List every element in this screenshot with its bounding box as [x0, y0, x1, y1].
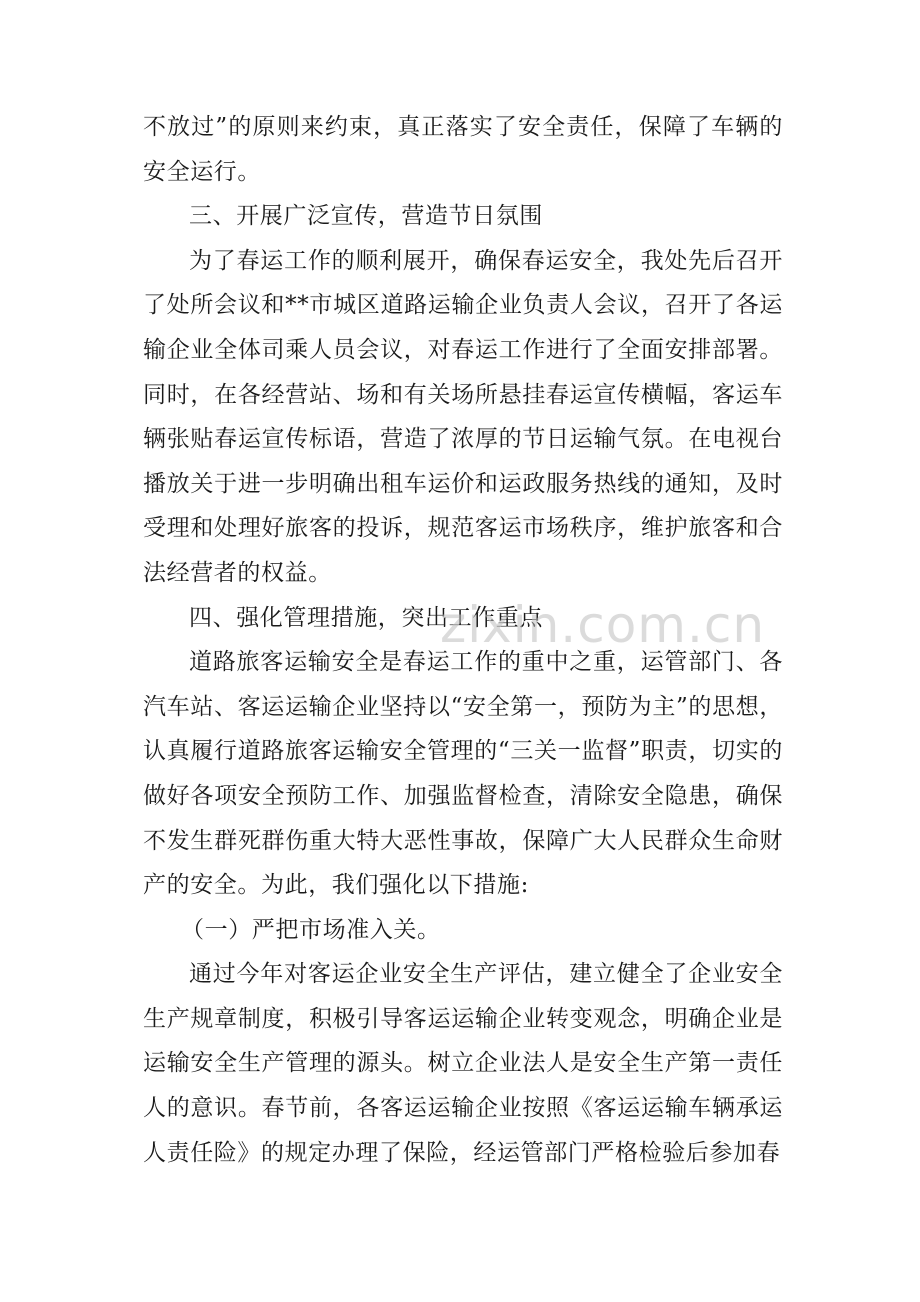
- section-heading-3: 三、开展广泛宣传，营造节日氛围: [189, 203, 543, 230]
- sub-heading-1: （一）严把市场准入关。: [181, 916, 441, 943]
- paragraph-publicity: 为了春运工作的顺利展开，确保春运安全，我处先后召开了处所会议和**市城区道路运输企业负责人会议，召开了各运输企业全体司乘人员会议，对春运工作进行了全面安排部署。同时，在各经营站、场和有关场所悬挂春运宣传横幅，客运车辆张贴春运宣传标语，营造了浓厚的节日运输气氛。在电视台播放关于进一步明确出租车运价和运政服务热线的通知，及时受理和处理好旅客的投诉，规范客运市场秩序，维护旅客和合法经营者的权益。: [143, 247, 783, 586]
- section-heading-4: 四、强化管理措施，突出工作重点: [189, 604, 543, 631]
- paragraph-safety: 道路旅客运输安全是春运工作的重中之重，运管部门、各汽车站、客运运输企业坚持以“安全第一，预防为主”的思想，认真履行道路旅客运输安全管理的“三关一监督”职责，切实的做好各项安全预防工作、加强监督检查，清除安全隐患，确保不发生群死群伤重大特大恶性事故，保障广大人民群众生命财产的安全。为此，我们强化以下措施:: [143, 649, 783, 899]
- watermark: zixin.com.cn: [440, 596, 766, 654]
- paragraph-continuation: 不放过”的原则来约束，真正落实了安全责任，保障了车辆的安全运行。: [143, 114, 783, 185]
- document-body: [143, 105, 783, 1175]
- paragraph-market-access: 通过今年对客运企业安全生产评估，建立健全了企业安全生产规章制度，积极引导客运运输企业转变观念，明确企业是运输安全生产管理的源头。树立企业法人是安全生产第一责任人的意识。春节前，各客运运输企业按照《客运运输车辆承运人责任险》的规定办理了保险，经运管部门严格检验后参加春: [143, 961, 783, 1166]
